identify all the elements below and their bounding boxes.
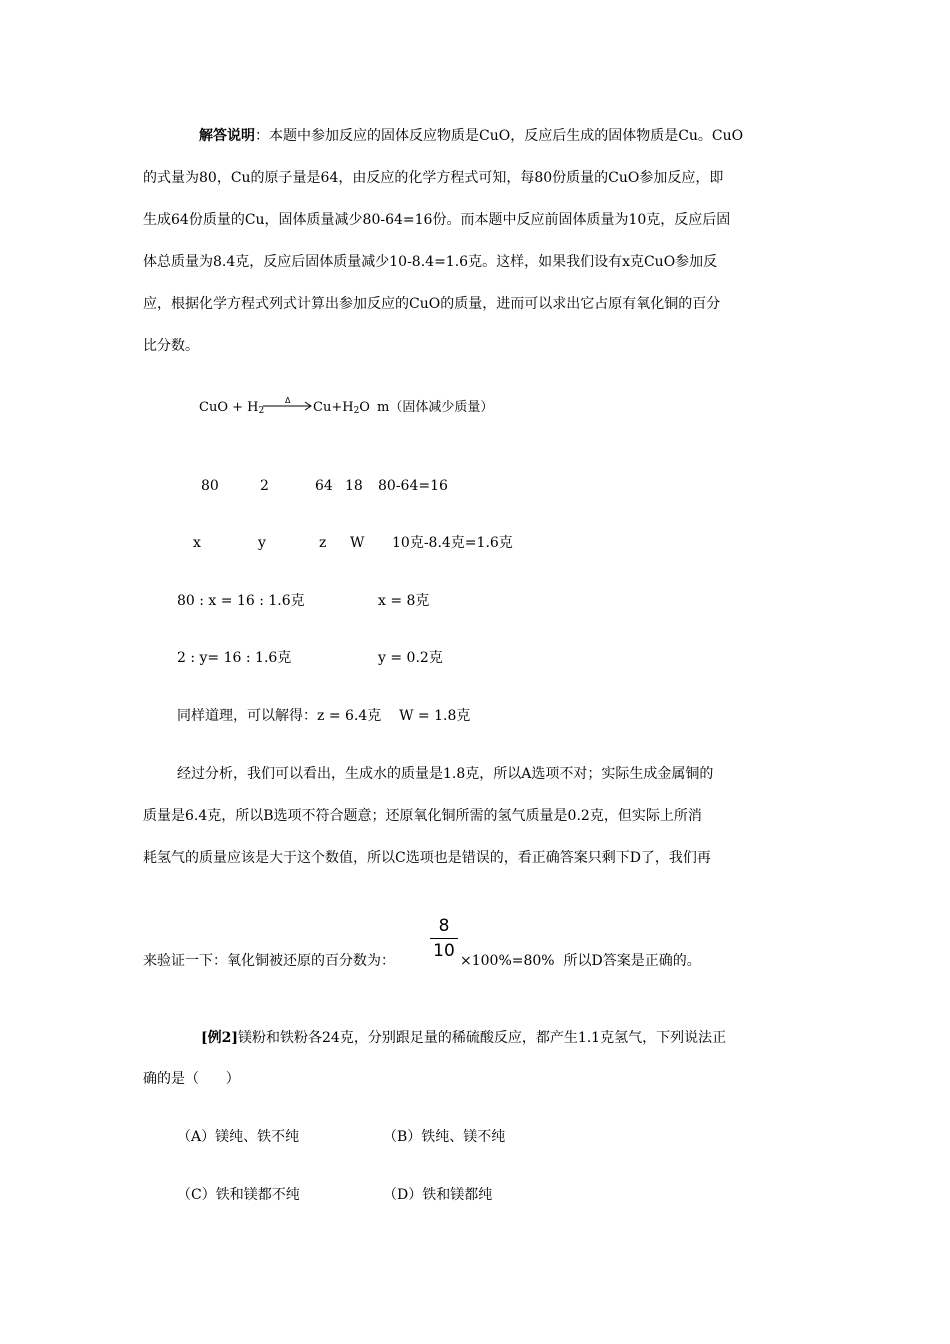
var-w: W (350, 535, 365, 551)
verify-prefix: 来验证一下：氧化铜被还原的百分数为： (143, 953, 395, 969)
example2-line-2: 确的是（ ） (143, 1071, 240, 1087)
option-c: （C）铁和镁都不纯 (177, 1187, 300, 1203)
analysis-line-3: 耗氢气的质量应该是大于这个数值，所以C选项也是错误的，看正确答案只剩下D了，我们再 (143, 850, 711, 866)
option-b: （B）铁纯、镁不纯 (383, 1129, 506, 1145)
equation-reactants: CuO + H (199, 400, 259, 415)
var-mass: 10克-8.4克=1.6克 (392, 535, 513, 551)
example2-line-1 (201, 1028, 726, 1048)
equation-left (199, 398, 264, 421)
analysis-line-1: 经过分析，我们可以看出，生成水的质量是1.8克，所以A选项不对；实际生成金属铜的 (177, 766, 714, 782)
ratio-cuo: 80 (201, 478, 219, 494)
explanation-colon: ： (255, 128, 269, 144)
equation-oxygen: O (359, 400, 370, 415)
explanation-first-line (199, 126, 743, 146)
verify-suffix: ×100%=80% 所以D答案是正确的。 (460, 953, 701, 969)
explanation-line-1: 的式量为80，Cu的原子量是64，由反应的化学方程式可知，每80份质量的CuO参加反应，即 (143, 170, 724, 186)
ratio-h2o: 18 (345, 478, 363, 494)
explanation-line-5: 比分数。 (143, 338, 199, 354)
arrow-label: Δ (285, 396, 291, 405)
example2-tag: [例2] (201, 1030, 238, 1046)
equation-right (313, 398, 370, 421)
calc-line-3: 同样道理，可以解得：z = 6.4克 W = 1.8克 (177, 708, 471, 724)
var-x: x (193, 535, 201, 551)
calc-line-2-left: 2 : y= 16 : 1.6克 (177, 650, 292, 666)
fraction (430, 915, 458, 962)
ratio-mass: 80-64=16 (378, 478, 448, 494)
explanation-line-3: 体总质量为8.4克，反应后固体质量减少10-8.4=1.6克。这样，如果我们设有x克CuO参加反 (143, 254, 718, 270)
example2-text: 镁粉和铁粉各24克，分别跟足量的稀硫酸反应，都产生1.1克氢气，下列说法正 (238, 1030, 727, 1046)
fraction-numerator: 8 (438, 916, 450, 936)
heat-arrow (263, 394, 313, 414)
var-y: y (258, 535, 266, 551)
var-z: z (319, 535, 327, 551)
calc-line-1-right: x = 8克 (378, 593, 430, 609)
equation-products: Cu+H (313, 400, 354, 415)
equation-mass-label: m（固体减少质量） (377, 400, 494, 415)
equation-h2o-subscript: 2 (353, 406, 360, 416)
option-d: （D）铁和镁都纯 (383, 1187, 493, 1203)
fraction-bar (430, 938, 458, 939)
explanation-line-2: 生成64份质量的Cu，固体质量减少80-64=16份。而本题中反应前固体质量为10克，反应后固 (143, 212, 731, 228)
arrow-icon (263, 394, 313, 414)
explanation-line-4: 应，根据化学方程式列式计算出参加反应的CuO的质量，进而可以求出它占原有氧化铜的百分 (143, 296, 721, 312)
analysis-line-2: 质量是6.4克，所以B选项不符合题意；还原氧化铜所需的氢气质量是0.2克，但实际上所消 (143, 808, 702, 824)
calc-line-2-right: y = 0.2克 (378, 650, 443, 666)
equation-h2-subscript: 2 (258, 406, 265, 416)
ratio-h2: 2 (260, 478, 269, 494)
calc-line-1-left: 80 : x = 16 : 1.6克 (177, 593, 305, 609)
fraction-denominator: 10 (433, 941, 455, 961)
option-a: （A）镁纯、铁不纯 (177, 1129, 300, 1145)
explanation-title: 解答说明 (199, 128, 255, 144)
explanation-line-0: 本题中参加反应的固体反应物质是CuO，反应后生成的固体物质是Cu。CuO (269, 128, 744, 144)
ratio-cu: 64 (315, 478, 333, 494)
